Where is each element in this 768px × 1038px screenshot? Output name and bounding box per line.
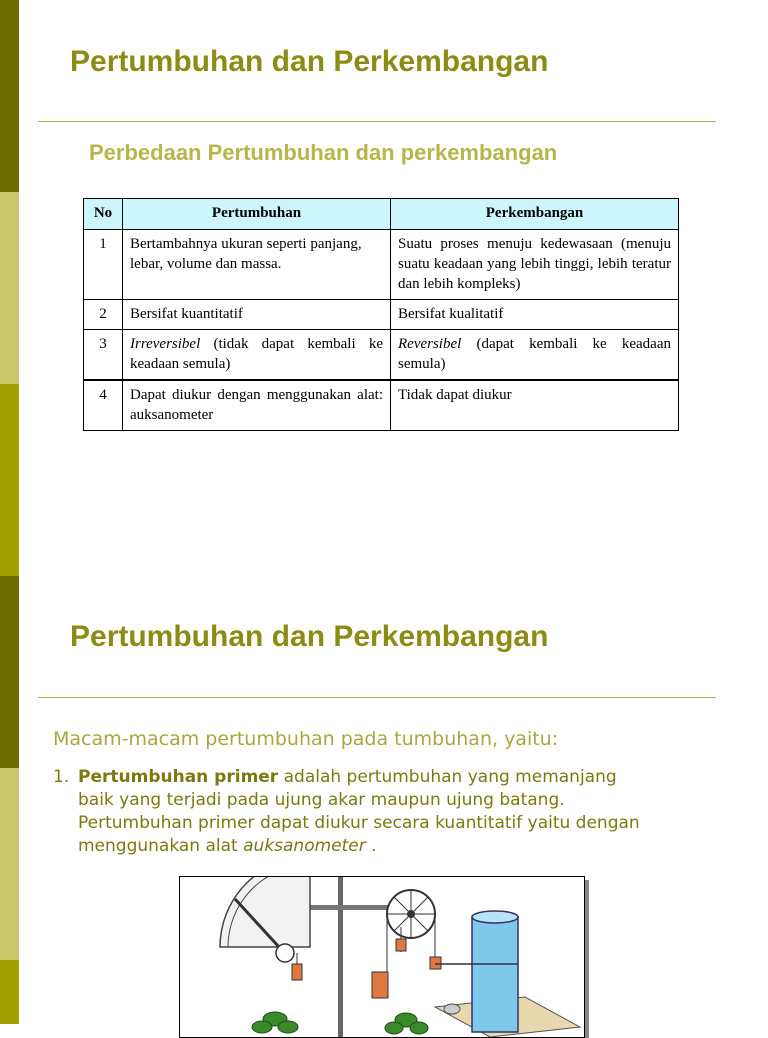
cell-perkembangan: Tidak dapat diukur xyxy=(391,380,679,431)
sidebar-stripe-3 xyxy=(0,384,19,576)
cell-pertumbuhan: Dapat diukur dengan menggunakan alat: auksanometer xyxy=(123,380,391,431)
item-line-4 xyxy=(53,835,733,858)
header-pertumbuhan: Pertumbuhan xyxy=(123,199,391,230)
term-reversibel: Reversibel xyxy=(398,336,462,352)
auxanometer-figure xyxy=(179,876,585,1038)
table-row xyxy=(84,300,679,330)
table-row xyxy=(84,230,679,300)
cell-text: (dapat kembali ke keadaan semula) xyxy=(398,336,671,372)
cell-perkembangan: Bersifat kualitatif xyxy=(391,300,679,330)
table-header-row xyxy=(84,199,679,230)
term-auksanometer: auksanometer xyxy=(243,836,366,856)
item-line-1 xyxy=(53,766,733,789)
item-number: 1. xyxy=(53,767,70,787)
row-number: 3 xyxy=(84,330,123,381)
cell-pertumbuhan: Bersifat kuantitatif xyxy=(123,300,391,330)
sidebar-stripe-4 xyxy=(0,576,19,768)
item-text: . xyxy=(365,836,377,856)
header-no: No xyxy=(84,199,123,230)
table-row xyxy=(84,380,679,431)
comparison-table xyxy=(83,198,679,431)
auxanometer-illustration-icon xyxy=(180,877,584,1037)
term-irreversibel: Irreversibel xyxy=(130,336,201,352)
cell-perkembangan xyxy=(391,330,679,381)
cell-text: (tidak dapat kembali ke keadaan semula) xyxy=(130,336,383,372)
slide1-title-divider xyxy=(38,121,716,122)
table-row xyxy=(84,330,679,381)
row-number: 1 xyxy=(84,230,123,300)
sidebar-stripe-6 xyxy=(0,960,19,1024)
sidebar-stripe-1 xyxy=(0,0,19,192)
slide2-title: Pertumbuhan dan Perkembangan xyxy=(70,620,549,653)
cell-pertumbuhan: Bertambahnya ukuran seperti panjang, lebar, volume dan massa. xyxy=(123,230,391,300)
slide1-subtitle: Perbedaan Pertumbuhan dan perkembangan xyxy=(89,140,558,165)
item-line-2: baik yang terjadi pada ujung akar maupun ujung batang. xyxy=(78,790,565,810)
row-number: 2 xyxy=(84,300,123,330)
header-perkembangan: Perkembangan xyxy=(391,199,679,230)
cell-perkembangan: Suatu proses menuju kedewasaan (menuju suatu keadaan yang lebih tinggi, lebih teratur dan lebih kompleks) xyxy=(391,230,679,300)
item-text: adalah pertumbuhan yang memanjang xyxy=(278,767,617,787)
row-number: 4 xyxy=(84,380,123,431)
list-item-primary-growth xyxy=(53,766,733,858)
item-line-3: Pertumbuhan primer dapat diukur secara kuantitatif yaitu dengan xyxy=(78,813,640,833)
term-primary-growth: Pertumbuhan primer xyxy=(78,767,279,787)
cell-pertumbuhan xyxy=(123,330,391,381)
item-text: menggunakan alat xyxy=(78,836,244,856)
slide1-title: Pertumbuhan dan Perkembangan xyxy=(70,45,549,78)
slide2-intro: Macam-macam pertumbuhan pada tumbuhan, yaitu: xyxy=(53,728,559,750)
sidebar-stripe-5 xyxy=(0,768,19,960)
sidebar-stripe-2 xyxy=(0,192,19,384)
slide2-title-divider xyxy=(38,697,716,698)
